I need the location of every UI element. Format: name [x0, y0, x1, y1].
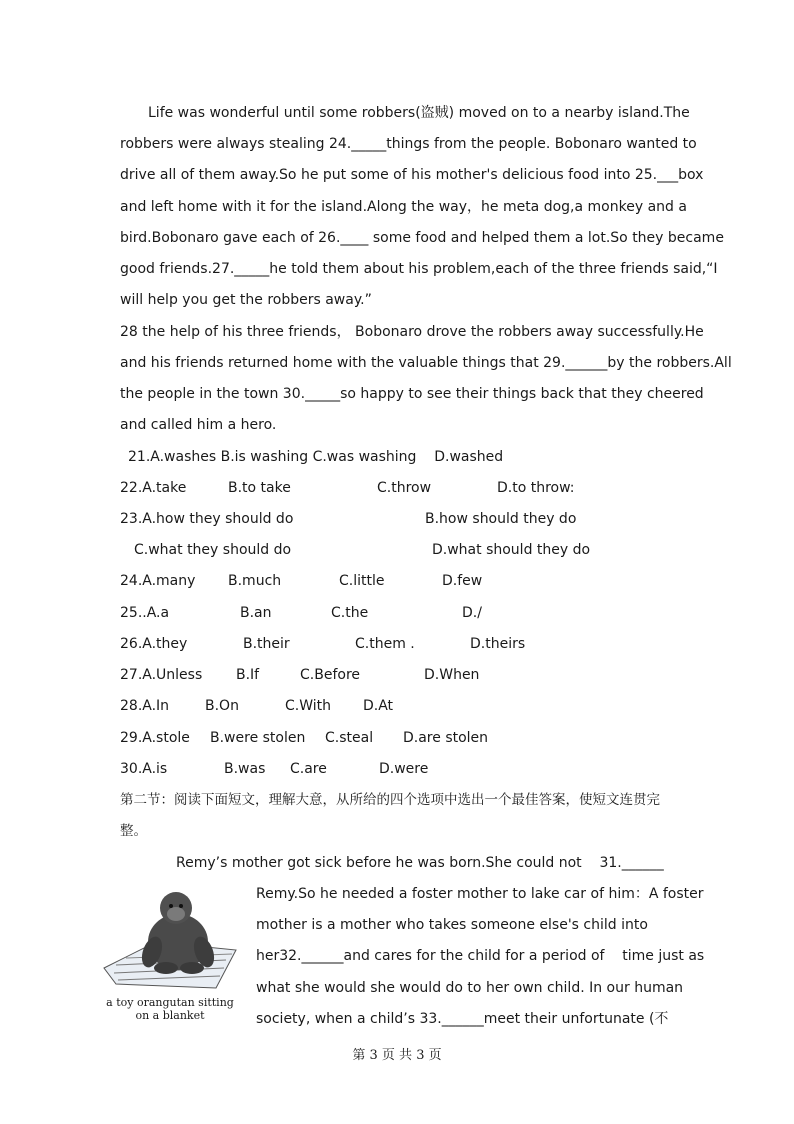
option-q24-c: C.little [339, 573, 385, 589]
option-q29-d: D.are stolen [403, 730, 489, 746]
option-q29-b: B.were stolen [210, 730, 306, 746]
passage-line: and called him a hero. [120, 417, 277, 433]
passage-line: good friends.27._____he told them about his problem,each of the three friends said,“I [120, 261, 718, 277]
passage-line: will help you get the robbers away.” [120, 292, 372, 308]
option-q22-d: D.to throw: [497, 480, 575, 496]
option-q25-a: 25..A.a [120, 605, 170, 621]
passage-line: Life was wonderful until some robbers(盗贼) moved on to a nearby island.The [148, 105, 690, 121]
option-q26-c: C.them . [355, 636, 415, 652]
option-q23-a: 23.A.how they should do [120, 511, 294, 527]
passage-line: robbers were always stealing 24._____things from the people. Bobonaro wanted to [120, 136, 697, 152]
passage-line: 28 the help of his three friends， Bobonaro drove the robbers away successfully.He [120, 324, 704, 340]
passage-line: and his friends returned home with the valuable things that 29.______by the robbers.All [120, 355, 732, 371]
page-number: 第 3 页 共 3 页 [352, 1048, 442, 1063]
option-q24-d: D.few [442, 573, 483, 589]
option-q21: 21.A.washes B.is washing C.was washing D.washed [128, 449, 504, 465]
section-instruction: 整。 [120, 823, 147, 839]
option-q28-b: B.On [205, 698, 239, 714]
passage2-line: society, when a child’s 33.______meet their unfortunate (不 [256, 1011, 669, 1027]
passage2-first-line: Remy’s mother got sick before he was born.She could not 31.______ [176, 855, 664, 871]
passage-line: drive all of them away.So he put some of his mother's delicious food into 25.___box [120, 167, 704, 183]
passage2-line: Remy.So he needed a foster mother to lake car of him：A foster [256, 886, 704, 902]
option-q30-a: 30.A.is [120, 761, 168, 777]
option-q28-c: C.With [285, 698, 332, 714]
option-q24-a: 24.A.many [120, 573, 196, 589]
option-q29-a: 29.A.stole [120, 730, 190, 746]
option-q29-c: C.steal [325, 730, 374, 746]
figure-caption: a toy orangutan sitting on a blanket [106, 996, 234, 1022]
passage-line: bird.Bobonaro gave each of 26.____ some food and helped them a lot.So they became [120, 230, 724, 246]
option-q23-d: D.what should they do [432, 542, 591, 558]
option-q30-b: B.was [224, 761, 266, 777]
option-q22-b: B.to take [228, 480, 291, 496]
option-q27-d: D.When [424, 667, 480, 683]
passage2-line: her32.______and cares for the child for a period of time just as [256, 948, 705, 964]
option-q26-d: D.theirs [470, 636, 526, 652]
option-q25-b: B.an [240, 605, 272, 621]
option-q27-b: B.If [236, 667, 260, 683]
option-q30-c: C.are [290, 761, 327, 777]
passage2-line: mother is a mother who takes someone else's child into [256, 917, 648, 933]
option-q26-a: 26.A.they [120, 636, 188, 652]
passage-line: and left home with it for the island.Along the way，he meta dog,a monkey and a [120, 199, 687, 215]
passage-line: the people in the town 30._____so happy to see their things back that they cheered [120, 386, 704, 402]
option-q28-d: D.At [363, 698, 394, 714]
option-q23-b: B.how should they do [425, 511, 577, 527]
option-q25-d: D./ [462, 605, 482, 621]
option-q25-c: C.the [331, 605, 369, 621]
orangutan-illustration [96, 880, 246, 995]
passage2-line: what she would she would do to her own child. In our human [256, 980, 684, 996]
option-q30-d: D.were [379, 761, 429, 777]
option-q28-a: 28.A.In [120, 698, 170, 714]
option-q22-c: C.throw [377, 480, 432, 496]
option-q22-a: 22.A.take [120, 480, 187, 496]
option-q27-c: C.Before [300, 667, 360, 683]
option-q26-b: B.their [243, 636, 290, 652]
option-q24-b: B.much [228, 573, 282, 589]
option-q27-a: 27.A.Unless [120, 667, 203, 683]
section-instruction: 第二节：阅读下面短文，理解大意，从所给的四个选项中选出一个最佳答案，使短文连贯完 [120, 792, 660, 808]
option-q23-c: C.what they should do [134, 542, 292, 558]
